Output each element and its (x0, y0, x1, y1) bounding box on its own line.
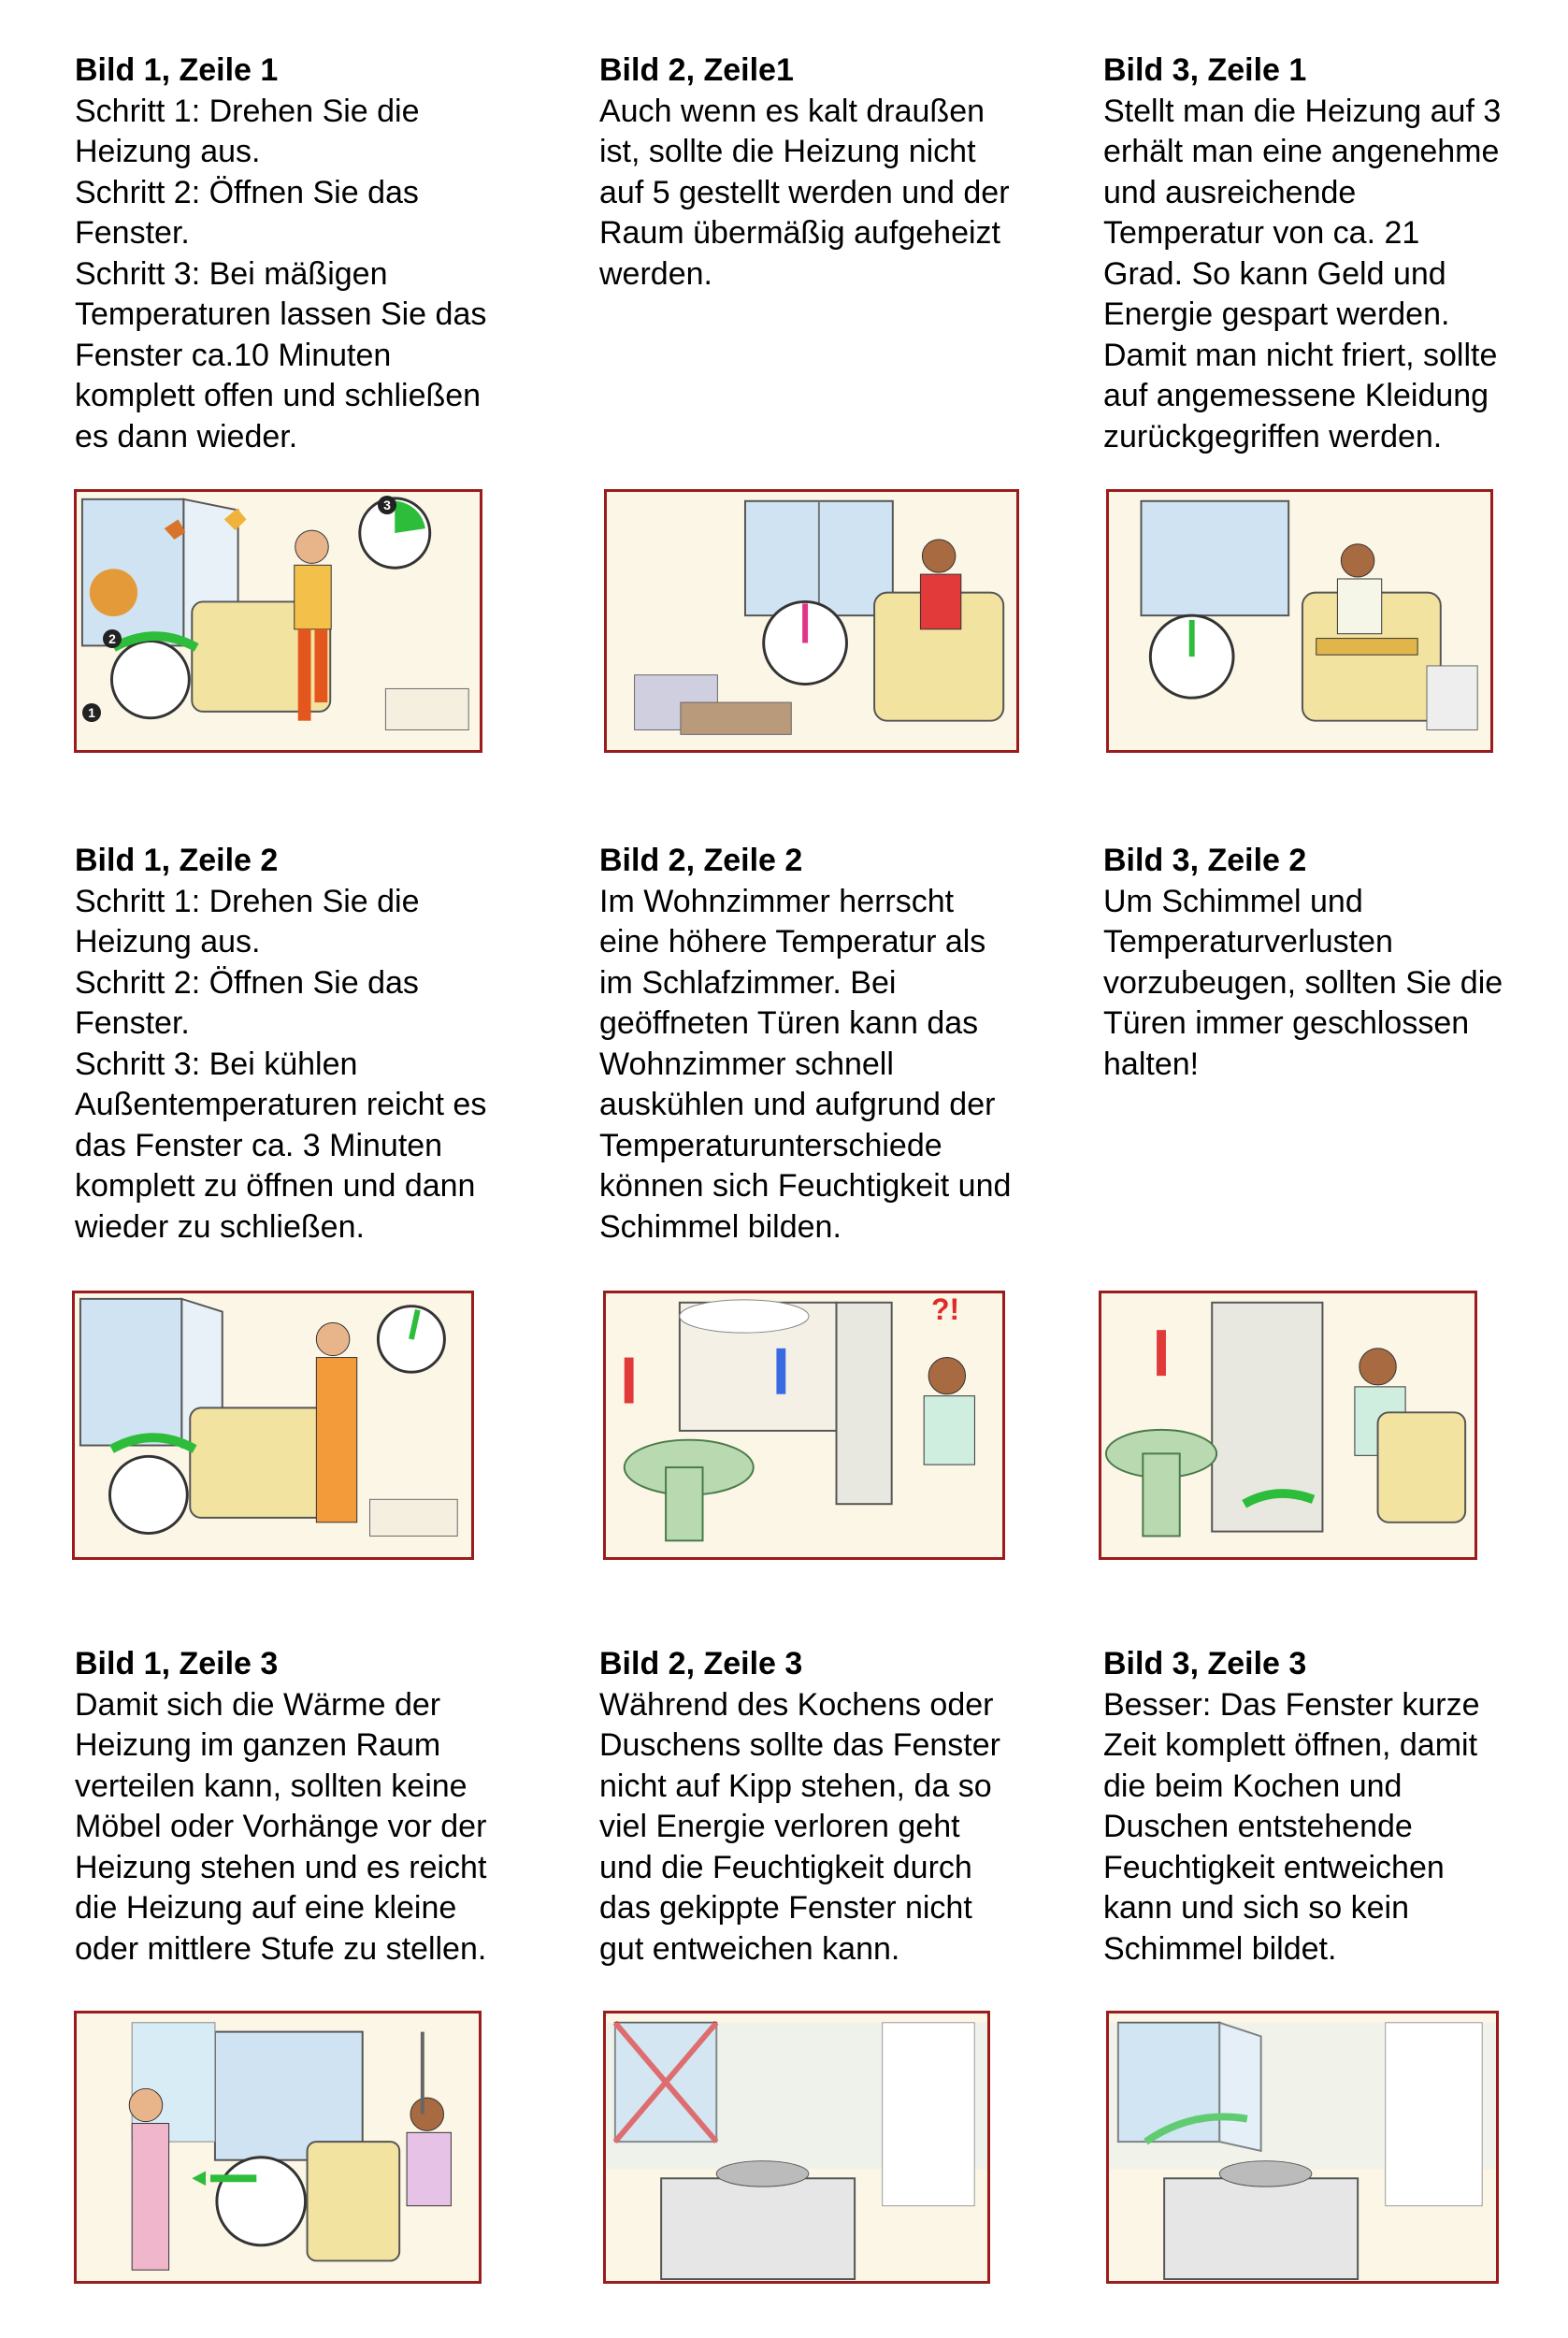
panel-bild2-zeile3-text (599, 1644, 1086, 1970)
panel-title: Bild 1, Zeile 2 (75, 843, 279, 878)
illustration-open-door-mold (603, 1291, 1005, 1560)
panel-bild1-zeile3-text (75, 1644, 561, 1970)
panel-body: Schritt 1: Drehen Sie die Heizung aus. Schritt 2: Öffnen Sie das Fenster. Schritt 3: Bei kühlen Außentemperaturen reicht es das Fenster ca. 3 Minuten komplett zu öffnen und dann wieder zu schließen. (75, 883, 487, 1245)
illustration-free-radiator (74, 2011, 482, 2284)
panel-title: Bild 2, Zeile 2 (599, 843, 803, 878)
illustration-heating-level-3 (1106, 489, 1493, 753)
panel-body: Besser: Das Fenster kurze Zeit komplett öffnen, damit die beim Kochen und Duschen entstehende Feuchtigkeit entweichen kann und sich so kein Schimmel bildet. (1103, 1686, 1480, 1967)
panel-title: Bild 1, Zeile 3 (75, 1646, 279, 1681)
alert-badge: ?! (931, 1292, 960, 1326)
panel-title: Bild 3, Zeile 1 (1103, 52, 1307, 88)
illustration-open-window-kitchen (1106, 2011, 1499, 2284)
panel-bild3-zeile3-text (1103, 1644, 1568, 1970)
panel-bild2-zeile1-text (599, 51, 1086, 295)
panel-title: Bild 2, Zeile 3 (599, 1646, 803, 1681)
panel-body: Während des Kochens oder Duschens sollte das Fenster nicht auf Kipp stehen, da so viel Energie verloren geht und die Feuchtigkeit durch das gekippte Fenster nicht gut entweichen kann. (599, 1686, 1000, 1967)
illustration-closed-door (1099, 1291, 1477, 1560)
panel-bild2-zeile2-text (599, 841, 1086, 1248)
step-badge-3: 3 (378, 496, 396, 514)
panel-body: Schritt 1: Drehen Sie die Heizung aus. Schritt 2: Öffnen Sie das Fenster. Schritt 3: Bei mäßigen Temperaturen lassen Sie das Fenster ca.10 Minuten komplett offen und schließen es dann wieder. (75, 93, 487, 455)
panel-title: Bild 3, Zeile 2 (1103, 843, 1307, 878)
panel-bild3-zeile2-text (1103, 841, 1568, 1085)
panel-bild1-zeile1-text (75, 51, 561, 457)
panel-body: Im Wohnzimmer herrscht eine höhere Temperatur als im Schlafzimmer. Bei geöffneten Türen kann das Wohnzimmer schnell auskühlen und aufgrund der Temperaturunterschiede können sich Feuchtigkeit und Schimmel bilden. (599, 883, 1012, 1245)
panel-bild3-zeile1-text (1103, 51, 1568, 457)
illustration-ventilation-3-minutes (72, 1291, 474, 1560)
panel-title: Bild 3, Zeile 3 (1103, 1646, 1307, 1681)
illustration-ventilation-10-minutes (74, 489, 482, 753)
panel-title: Bild 1, Zeile 1 (75, 52, 279, 88)
panel-body: Auch wenn es kalt draußen ist, sollte die Heizung nicht auf 5 gestellt werden und der Raum übermäßig aufgeheizt werden. (599, 93, 1010, 292)
panel-title: Bild 2, Zeile1 (599, 52, 794, 88)
panel-bild1-zeile2-text (75, 841, 561, 1248)
illustration-tilted-window-kitchen (603, 2011, 990, 2284)
illustration-overheated-room (604, 489, 1019, 753)
step-badge-2: 2 (103, 629, 122, 648)
panel-body: Um Schimmel und Temperaturverlusten vorzubeugen, sollten Sie die Türen immer geschlossen halten! (1103, 883, 1503, 1082)
step-badge-1: 1 (82, 703, 101, 722)
panel-body: Stellt man die Heizung auf 3 erhält man eine angenehme und ausreichende Temperatur von ca. 21 Grad. So kann Geld und Energie gespart werden. Damit man nicht friert, sollte auf angemessene Kleidung zurückgegriffen werden. (1103, 93, 1502, 455)
panel-body: Damit sich die Wärme der Heizung im ganzen Raum verteilen kann, sollten keine Möbel oder Vorhänge vor der Heizung stehen und es reicht die Heizung auf eine kleine oder mittlere Stufe zu stellen. (75, 1686, 487, 1967)
